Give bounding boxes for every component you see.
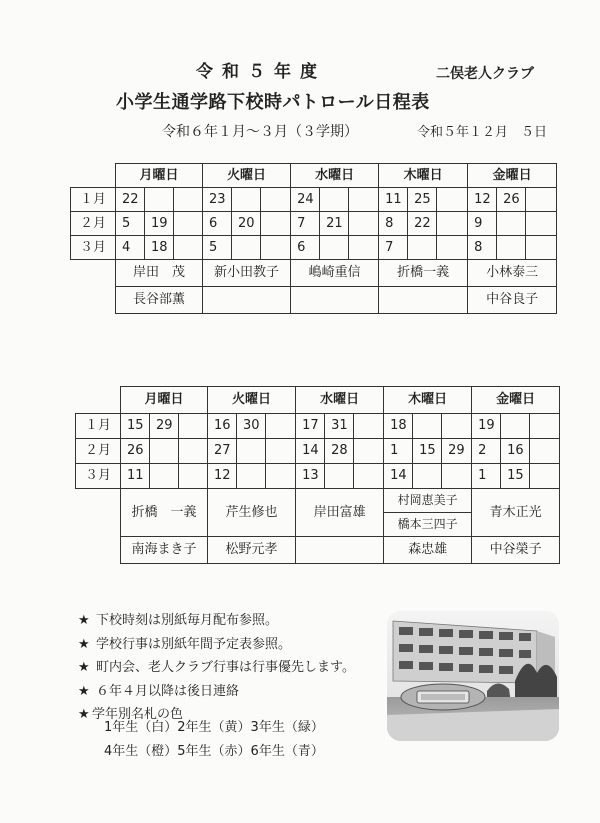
table-row: [71, 236, 557, 260]
date-cell: 29: [150, 414, 179, 439]
star-icon: ★: [78, 613, 90, 628]
date-cell: [261, 212, 291, 236]
date-cell: [349, 212, 379, 236]
date-cell: 11: [379, 188, 408, 212]
date-cell: 24: [291, 188, 320, 212]
volunteer-name: 青木正光: [472, 489, 560, 537]
date-cell: 18: [384, 414, 413, 439]
volunteer-name: [296, 537, 384, 564]
month-label: １月: [71, 188, 116, 212]
date-cell: 14: [296, 439, 325, 464]
star-icon: ★: [78, 707, 90, 722]
volunteer-name: 新小田教子: [203, 260, 291, 287]
volunteer-name: 橋本三四子: [384, 512, 471, 536]
table-row: [71, 188, 557, 212]
date-cell: [261, 236, 291, 260]
note-item: [78, 633, 355, 657]
date-cell: [437, 188, 468, 212]
day-header-fri: 金曜日: [472, 387, 560, 414]
table-row: [76, 464, 560, 489]
names-row: [71, 287, 557, 314]
date-cell: 1: [384, 439, 413, 464]
star-icon: ★: [78, 636, 90, 652]
note-text: 学校行事は別紙年間予定表参照。: [96, 636, 292, 652]
date-cell: 16: [208, 414, 237, 439]
date-cell: [526, 212, 557, 236]
date-cell: 5: [116, 212, 145, 236]
date-cell: [145, 188, 174, 212]
date-cell: 26: [121, 439, 150, 464]
day-header-fri: 金曜日: [468, 164, 557, 188]
volunteer-name: 岸田 茂: [116, 260, 203, 287]
day-header-wed: 水曜日: [291, 164, 379, 188]
date-cell: 27: [208, 439, 237, 464]
volunteer-name: 芹生修也: [208, 489, 296, 537]
volunteer-name: [291, 287, 379, 314]
date-cell: [413, 414, 442, 439]
date-cell: 8: [379, 212, 408, 236]
date-cell: [320, 188, 349, 212]
date-cell: [530, 439, 560, 464]
table-row: [71, 212, 557, 236]
date-cell: [497, 236, 526, 260]
date-cell: [325, 464, 354, 489]
volunteer-name: 岸田富雄: [296, 489, 384, 537]
date-cell: [437, 236, 468, 260]
date-cell: [179, 414, 208, 439]
date-cell: [237, 439, 266, 464]
month-label: ３月: [76, 464, 121, 489]
date-cell: [408, 236, 437, 260]
date-cell: [150, 464, 179, 489]
date-cell: 26: [497, 188, 526, 212]
date-cell: 29: [442, 439, 472, 464]
day-header-thu: 木曜日: [379, 164, 468, 188]
note-item: [78, 680, 355, 704]
school-building-image: [387, 611, 559, 741]
star-icon: ★: [78, 660, 90, 675]
thursday-volunteers: [384, 489, 472, 537]
note-text: 下校時刻は別紙毎月配布参照。: [96, 613, 279, 628]
date-cell: 2: [472, 439, 501, 464]
date-cell: [174, 236, 203, 260]
day-header-thu: 木曜日: [384, 387, 472, 414]
names-row: [71, 260, 557, 287]
date-cell: [354, 439, 384, 464]
date-cell: 19: [472, 414, 501, 439]
date-cell: [354, 464, 384, 489]
date-cell: [320, 236, 349, 260]
table-row: [76, 439, 560, 464]
name-tag-colors-line-1: 1年生（白）2年生（黄）3年生（緑）: [104, 720, 324, 735]
note-item: [78, 609, 355, 633]
day-header-mon: 月曜日: [121, 387, 208, 414]
table-row: [76, 414, 560, 439]
date-cell: [150, 439, 179, 464]
fiscal-year-title: 令和５年度: [196, 62, 326, 82]
date-cell: [413, 464, 442, 489]
period-label: 令和６年１月～３月（３学期）: [162, 124, 358, 140]
name-tag-colors-line-2: 4年生（橙）5年生（赤）6年生（青）: [104, 744, 324, 759]
date-cell: 9: [468, 212, 497, 236]
date-cell: [232, 236, 261, 260]
date-cell: [530, 464, 560, 489]
date-cell: 12: [468, 188, 497, 212]
date-cell: 28: [325, 439, 354, 464]
volunteer-name: 嶋崎重信: [291, 260, 379, 287]
names-spacer: [76, 537, 121, 564]
names-spacer: [71, 287, 116, 314]
date-cell: 15: [501, 464, 530, 489]
month-label: ２月: [71, 212, 116, 236]
corner-blank: [71, 164, 116, 188]
date-cell: 5: [203, 236, 232, 260]
date-cell: [179, 464, 208, 489]
volunteer-name: 中谷榮子: [472, 537, 560, 564]
volunteer-name: 森忠雄: [384, 537, 472, 564]
corner-blank: [76, 387, 121, 414]
date-cell: 22: [408, 212, 437, 236]
volunteer-name: 南海まき子: [121, 537, 208, 564]
date-cell: 17: [296, 414, 325, 439]
date-cell: [266, 439, 296, 464]
month-label: １月: [76, 414, 121, 439]
date-cell: [174, 188, 203, 212]
volunteer-name: 小林泰三: [468, 260, 557, 287]
date-cell: 19: [145, 212, 174, 236]
date-cell: [501, 414, 530, 439]
date-cell: 7: [379, 236, 408, 260]
date-cell: [526, 236, 557, 260]
date-cell: 15: [413, 439, 442, 464]
date-cell: 25: [408, 188, 437, 212]
date-cell: [266, 464, 296, 489]
notes-list: [78, 609, 355, 727]
date-cell: 18: [145, 236, 174, 260]
volunteer-name: 折橋一義: [379, 260, 468, 287]
school-photo: [387, 611, 559, 741]
day-header-wed: 水曜日: [296, 387, 384, 414]
names-spacer: [71, 260, 116, 287]
date-cell: [349, 236, 379, 260]
schedule-table-1: [70, 163, 557, 314]
date-cell: 22: [116, 188, 145, 212]
schedule-table-2: [75, 386, 560, 564]
date-cell: 4: [116, 236, 145, 260]
date-cell: 16: [501, 439, 530, 464]
day-header-tue: 火曜日: [203, 164, 291, 188]
date-cell: 8: [468, 236, 497, 260]
volunteer-name: 村岡恵美子: [397, 493, 458, 507]
date-cell: 31: [325, 414, 354, 439]
date-cell: [354, 414, 384, 439]
month-label: ３月: [71, 236, 116, 260]
date-cell: 1: [472, 464, 501, 489]
day-header-tue: 火曜日: [208, 387, 296, 414]
names-spacer: [76, 489, 121, 537]
volunteer-name: [203, 287, 291, 314]
volunteer-name: 松野元孝: [208, 537, 296, 564]
date-cell: 13: [296, 464, 325, 489]
date-cell: 20: [232, 212, 261, 236]
issue-date: 令和５年１２月 ５日: [417, 125, 548, 140]
date-cell: [526, 188, 557, 212]
date-cell: 23: [203, 188, 232, 212]
date-cell: 14: [384, 464, 413, 489]
volunteer-name: 長谷部薫: [116, 287, 203, 314]
page-title: 小学生通学路下校時パトロール日程表: [116, 92, 430, 113]
date-cell: 30: [237, 414, 266, 439]
names-row: [76, 537, 560, 564]
note-text: ６年４月以降は後日連絡: [96, 683, 240, 699]
date-cell: 12: [208, 464, 237, 489]
note-item: [78, 656, 355, 680]
date-cell: 6: [203, 212, 232, 236]
date-cell: [530, 414, 560, 439]
date-cell: 15: [121, 414, 150, 439]
date-cell: [179, 439, 208, 464]
date-cell: [442, 464, 472, 489]
club-name: 二俣老人クラブ: [436, 66, 534, 82]
volunteer-name: 折橋 一義: [121, 489, 208, 537]
volunteer-name: 中谷良子: [468, 287, 557, 314]
star-icon: ★: [78, 683, 90, 699]
date-cell: 21: [320, 212, 349, 236]
date-cell: 7: [291, 212, 320, 236]
date-cell: [349, 188, 379, 212]
date-cell: [232, 188, 261, 212]
date-cell: [237, 464, 266, 489]
date-cell: [442, 414, 472, 439]
date-cell: [174, 212, 203, 236]
date-cell: [266, 414, 296, 439]
date-cell: [261, 188, 291, 212]
date-cell: 6: [291, 236, 320, 260]
volunteer-name: [379, 287, 468, 314]
note-text: 学年別名札の色: [92, 707, 184, 722]
note-text: 町内会、老人クラブ行事は行事優先します。: [96, 660, 355, 675]
names-row: [76, 489, 560, 537]
date-cell: 11: [121, 464, 150, 489]
date-cell: [497, 212, 526, 236]
date-cell: [437, 212, 468, 236]
month-label: ２月: [76, 439, 121, 464]
day-header-mon: 月曜日: [116, 164, 203, 188]
